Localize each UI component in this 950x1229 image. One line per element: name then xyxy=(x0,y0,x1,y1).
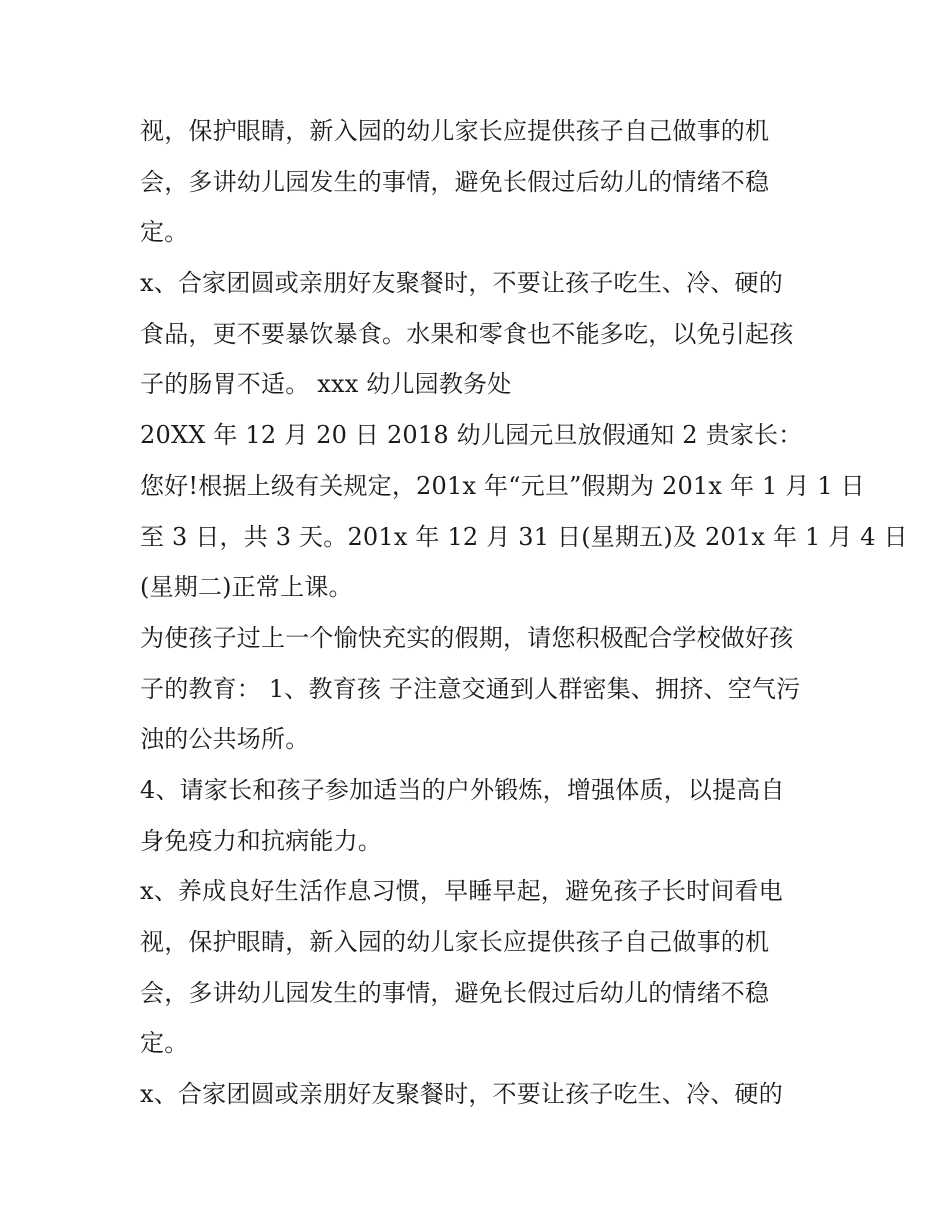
text-line: x、合家团圆或亲朋好友聚餐时，不要让孩子吃生、冷、硬的 xyxy=(140,269,783,298)
text-line: 至 3 日，共 3 天。201x 年 12 月 31 日(星期五)及 201x 年 1 月 4 日 xyxy=(140,522,908,551)
text-line: 会，多讲幼儿园发生的事情，避免长假过后幼儿的情绪不稳 xyxy=(140,978,770,1007)
text-line: 视，保护眼睛，新入园的幼儿家长应提供孩子自己做事的机 xyxy=(140,117,770,145)
text-line: 子的教育： 1、教育孩 子注意交通到人群密集、拥挤、空气污 xyxy=(140,674,801,703)
text-line: 20XX 年 12 月 20 日 2018 幼儿园元旦放假通知 2 贵家长： xyxy=(140,421,803,450)
text-line: 为使孩子过上一个愉快充实的假期，请您积极配合学校做好孩 xyxy=(140,623,794,652)
text-line: 定。 xyxy=(140,218,189,247)
text-line: 定。 xyxy=(140,1029,189,1058)
text-line: 食品，更不要暴饮暴食。水果和零食也不能多吃，以免引起孩 xyxy=(140,319,794,348)
text-line: 浊的公共场所。 xyxy=(140,725,310,754)
text-line: x、养成良好生活作息习惯，早睡早起，避免孩子长时间看电 xyxy=(140,877,783,906)
text-line: 视，保护眼睛，新入园的幼儿家长应提供孩子自己做事的机 xyxy=(140,928,770,956)
text-line: 身免疫力和抗病能力。 xyxy=(140,826,382,855)
document-body xyxy=(140,106,908,1120)
text-line: 会，多讲幼儿园发生的事情，避免长假过后幼儿的情绪不稳 xyxy=(140,167,770,196)
text-line: (星期二)正常上课。 xyxy=(140,573,353,602)
text-line: x、合家团圆或亲朋好友聚餐时，不要让孩子吃生、冷、硬的 xyxy=(140,1080,783,1109)
text-line: 子的肠胃不适。 xxx 幼儿园教务处 xyxy=(140,370,512,399)
text-line: 4、请家长和孩子参加适当的户外锻炼，增强体质，以提高自 xyxy=(140,775,785,804)
text-line: 您好!根据上级有关规定，201x 年“元旦”假期为 201x 年 1 月 1 日 xyxy=(140,471,865,500)
